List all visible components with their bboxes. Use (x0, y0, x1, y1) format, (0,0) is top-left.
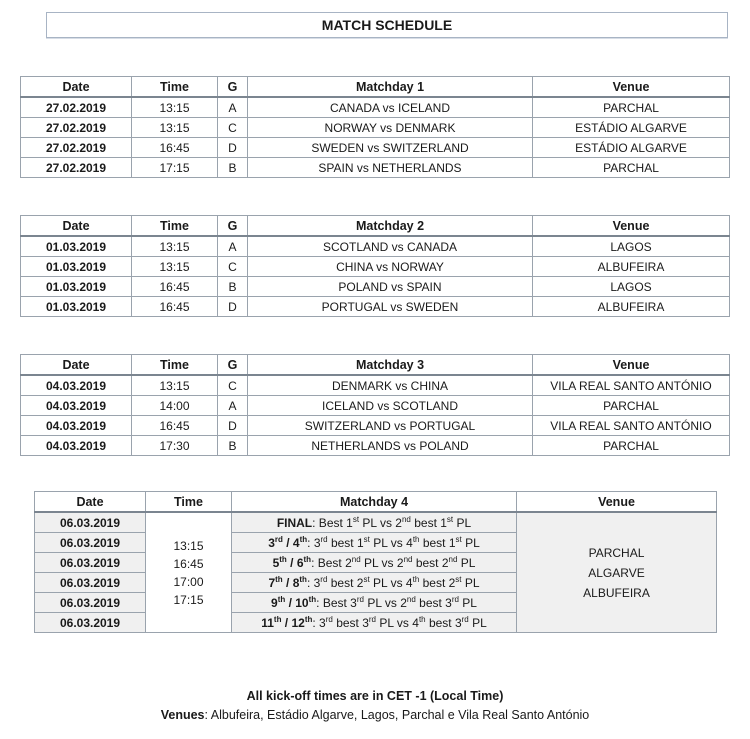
match-text-part: rd (320, 534, 328, 544)
match-text-part: th (275, 574, 283, 584)
date-cell: 04.03.2019 (21, 396, 132, 416)
match-text-part: PL (468, 615, 487, 630)
match-cell: SPAIN vs NETHERLANDS (248, 158, 533, 178)
venues-note (0, 708, 750, 722)
match-text-part: th (273, 614, 282, 624)
matchday-rows (21, 97, 730, 178)
date-cell: 27.02.2019 (21, 158, 132, 178)
match-text-part: th (304, 614, 313, 624)
match-text-part: best 1 (419, 535, 456, 550)
match-text-part: rd (461, 614, 469, 624)
time-value: 16:45 (173, 556, 204, 571)
time-header: Time (132, 77, 218, 98)
match-text-part: best 1 (327, 535, 364, 550)
group-cell: A (218, 97, 248, 118)
match-text-part: FINAL (276, 515, 313, 530)
match-text-part: rd (368, 614, 377, 624)
time-cell: 17:30 (132, 436, 218, 456)
match-text-part: 9 (271, 595, 278, 610)
time-header: Time (132, 216, 218, 237)
match-text-part: th (303, 554, 312, 564)
date-cell: 06.03.2019 (35, 533, 146, 553)
table-header-row (21, 355, 730, 376)
match-text-part: best 2 (327, 575, 364, 590)
page-title-text: MATCH SCHEDULE (321, 17, 453, 33)
date-cell: 06.03.2019 (35, 512, 146, 533)
match-text-part: rd (274, 534, 283, 544)
time-cell: 13:15 (132, 236, 218, 257)
venue-header: Venue (517, 492, 717, 513)
match-text-part: rd (325, 614, 333, 624)
table-row (21, 158, 730, 178)
venue-cell: PARCHAL (533, 158, 730, 178)
date-header: Date (21, 355, 132, 376)
venues-cell (517, 512, 717, 633)
match-text-part: best 3 (425, 615, 462, 630)
match-text-part: th (279, 554, 287, 564)
date-header: Date (21, 216, 132, 237)
time-cell: 16:45 (132, 277, 218, 297)
date-cell: 27.02.2019 (21, 97, 132, 118)
match-text-part: PL vs 4 (369, 575, 413, 590)
match-text-part: best 3 (332, 615, 369, 630)
table-header-row (21, 77, 730, 98)
matchday-4-table (34, 491, 717, 633)
group-cell: A (218, 396, 248, 416)
match-text-part: rd (356, 594, 364, 604)
group-header: G (218, 216, 248, 237)
match-text-part: nd (406, 594, 416, 604)
match-text-part: st (446, 514, 454, 524)
time-cell: 16:45 (132, 297, 218, 317)
match-text-part: best 1 (410, 515, 447, 530)
venue-cell: PARCHAL (533, 97, 730, 118)
venue-cell: VILA REAL SANTO ANTÓNIO (533, 375, 730, 396)
match-text-part: / 6 (286, 555, 304, 570)
match-cell (232, 553, 517, 573)
venues-label: Venues (160, 708, 205, 722)
match-text-part: : 3 (307, 535, 321, 550)
matchday-1-table (20, 76, 730, 178)
group-cell: C (218, 118, 248, 138)
match-text-part: PL (458, 595, 477, 610)
match-text-part: / 8 (282, 575, 300, 590)
date-cell: 01.03.2019 (21, 277, 132, 297)
venue-cell: ESTÁDIO ALGARVE (533, 118, 730, 138)
group-cell: B (218, 277, 248, 297)
match-text-part: th (299, 534, 308, 544)
matchday-header: Matchday 1 (248, 77, 533, 98)
match-text-part: st (455, 534, 462, 544)
match-text-part: 7 (268, 575, 276, 590)
match-cell: NORWAY vs DENMARK (248, 118, 533, 138)
matchday-rows (21, 375, 730, 456)
table-row (21, 375, 730, 396)
date-cell: 27.02.2019 (21, 138, 132, 158)
venue-cell: PARCHAL (533, 396, 730, 416)
match-text-part: best 3 (415, 595, 452, 610)
group-cell: B (218, 158, 248, 178)
match-text-part: st (455, 574, 462, 584)
date-cell: 27.02.2019 (21, 118, 132, 138)
match-cell (232, 533, 517, 553)
time-cell: 17:15 (132, 158, 218, 178)
matchday-header: Matchday 3 (248, 355, 533, 376)
time-value: 13:15 (173, 538, 204, 553)
match-cell: NETHERLANDS vs POLAND (248, 436, 533, 456)
venue-cell: LAGOS (533, 236, 730, 257)
matchday-4-rows (35, 512, 717, 633)
match-cell: SCOTLAND vs CANADA (248, 236, 533, 257)
table-row (21, 138, 730, 158)
venue-cell: LAGOS (533, 277, 730, 297)
table-header-row (35, 492, 717, 513)
match-text-part: PL (461, 575, 480, 590)
table-row (21, 257, 730, 277)
table-row (21, 297, 730, 317)
date-cell: 01.03.2019 (21, 297, 132, 317)
date-header: Date (21, 77, 132, 98)
match-text-part: PL vs 2 (363, 595, 407, 610)
group-header: G (218, 355, 248, 376)
match-text-part: : Best 2 (311, 555, 352, 570)
match-text-part: : 3 (312, 615, 326, 630)
group-header: G (218, 77, 248, 98)
match-text-part: 11 (261, 615, 274, 630)
match-text-part: st (363, 574, 370, 584)
match-text-part: PL vs 4 (369, 535, 413, 550)
match-text-part: th (412, 534, 420, 544)
date-cell: 06.03.2019 (35, 593, 146, 613)
match-text-part: : 3 (306, 575, 321, 590)
venue-value: PARCHAL (588, 545, 645, 560)
match-text-part: PL vs 4 (376, 615, 419, 630)
time-header: Time (146, 492, 232, 513)
date-cell: 04.03.2019 (21, 416, 132, 436)
date-cell: 06.03.2019 (35, 613, 146, 633)
page-title (46, 12, 728, 38)
matchday-rows (21, 236, 730, 317)
match-text-part: nd (351, 554, 361, 564)
match-text-part: th (277, 594, 286, 604)
match-text-part: nd (401, 514, 411, 524)
date-header: Date (35, 492, 146, 513)
venue-cell: ESTÁDIO ALGARVE (533, 138, 730, 158)
match-cell: POLAND vs SPAIN (248, 277, 533, 297)
match-text-part: PL (453, 515, 472, 530)
matchday-header: Matchday 4 (232, 492, 517, 513)
venue-cell: ALBUFEIRA (533, 297, 730, 317)
match-text-part: st (363, 534, 370, 544)
time-value: 17:00 (173, 574, 204, 589)
match-text-part: / 4 (282, 535, 300, 550)
venue-cell: ALBUFEIRA (533, 257, 730, 277)
time-cell: 16:45 (132, 138, 218, 158)
match-text-part: th (299, 574, 307, 584)
group-cell: C (218, 375, 248, 396)
group-cell: A (218, 236, 248, 257)
venue-value: ALGARVE (588, 565, 645, 580)
match-text-part: nd (448, 554, 458, 564)
match-text-part: rd (451, 594, 459, 604)
match-cell (232, 613, 517, 633)
date-cell: 06.03.2019 (35, 573, 146, 593)
match-text-part: best 2 (412, 555, 449, 570)
group-cell: B (218, 436, 248, 456)
matchday-2-table (20, 215, 730, 317)
group-cell: C (218, 257, 248, 277)
time-header: Time (132, 355, 218, 376)
time-cell: 13:15 (132, 257, 218, 277)
time-value: 17:15 (173, 592, 204, 607)
venue-header: Venue (533, 216, 730, 237)
match-text-part: nd (403, 554, 413, 564)
time-cell: 14:00 (132, 396, 218, 416)
date-cell: 01.03.2019 (21, 236, 132, 257)
time-cell: 13:15 (132, 118, 218, 138)
date-cell: 01.03.2019 (21, 257, 132, 277)
match-text-part: PL (461, 535, 480, 550)
times-cell (146, 512, 232, 633)
table-row (21, 416, 730, 436)
match-text-part: / 10 (285, 595, 309, 610)
time-cell: 13:15 (132, 97, 218, 118)
match-text-part: 5 (272, 555, 280, 570)
group-cell: D (218, 297, 248, 317)
venues-text: : Albufeira, Estádio Algarve, Lagos, Parchal e Vila Real Santo António (204, 708, 590, 722)
match-text-part: 3 (268, 535, 275, 550)
match-cell: DENMARK vs CHINA (248, 375, 533, 396)
match-text-part: PL vs 2 (360, 555, 404, 570)
kickoff-note: All kick-off times are in CET -1 (Local Time) (246, 689, 504, 703)
date-cell: 04.03.2019 (21, 375, 132, 396)
match-cell (232, 512, 517, 533)
match-text-part: st (352, 514, 360, 524)
matchday-header: Matchday 2 (248, 216, 533, 237)
venue-value: ALBUFEIRA (583, 585, 650, 600)
match-cell: CHINA vs NORWAY (248, 257, 533, 277)
match-text-part: : Best 1 (312, 515, 353, 530)
table-row (21, 277, 730, 297)
match-text-part: PL (457, 555, 476, 570)
time-cell: 16:45 (132, 416, 218, 436)
match-text-part: / 12 (281, 615, 305, 630)
matchday-3-table (20, 354, 730, 456)
venue-cell: VILA REAL SANTO ANTÓNIO (533, 416, 730, 436)
group-cell: D (218, 416, 248, 436)
match-text-part: th (412, 574, 420, 584)
table-row (21, 436, 730, 456)
match-text-part: : Best 3 (316, 595, 357, 610)
venue-header: Venue (533, 355, 730, 376)
match-cell: ICELAND vs SCOTLAND (248, 396, 533, 416)
match-text-part: PL vs 2 (359, 515, 402, 530)
match-text-part: rd (320, 574, 328, 584)
venue-cell: PARCHAL (533, 436, 730, 456)
match-cell: SWITZERLAND vs PORTUGAL (248, 416, 533, 436)
match-cell: SWEDEN vs SWITZERLAND (248, 138, 533, 158)
time-cell: 13:15 (132, 375, 218, 396)
table-row (21, 118, 730, 138)
match-text-part: best 2 (419, 575, 456, 590)
table-row (35, 512, 717, 533)
table-header-row (21, 216, 730, 237)
table-row (21, 236, 730, 257)
table-row (21, 97, 730, 118)
venue-header: Venue (533, 77, 730, 98)
table-row (21, 396, 730, 416)
match-cell (232, 573, 517, 593)
group-cell: D (218, 138, 248, 158)
match-text-part: th (418, 614, 426, 624)
date-cell: 06.03.2019 (35, 553, 146, 573)
match-cell (232, 593, 517, 613)
match-cell: CANADA vs ICELAND (248, 97, 533, 118)
match-text-part: th (308, 594, 317, 604)
date-cell: 04.03.2019 (21, 436, 132, 456)
match-cell: PORTUGAL vs SWEDEN (248, 297, 533, 317)
